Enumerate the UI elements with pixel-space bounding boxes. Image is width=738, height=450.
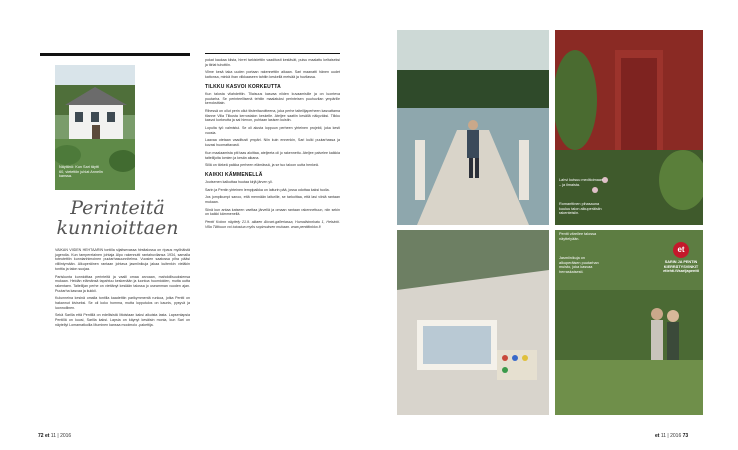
footer-right	[655, 433, 688, 439]
badge-logo: et	[673, 242, 689, 258]
caption-garden	[559, 256, 605, 274]
left-paragraph: VAIKAN VIIDEN HEHTAARIN tontilla sijaitsevassa hirsitalossa on ripaus myöhäistä jugendia. Kun tamperelainen johtaja Alpo rakennutti rantahuvilansa 1934, samalla toteutettiin kunnianhimoinen puutarhasuunnitelma. Vuosien saatossa piha pääsi villiintymään. Alkuperäinen rantaan johtava jasmiinikuja jakaa kuitenkin vieläkin tonttia ja talon suojaa.	[55, 248, 190, 271]
red-door-art	[555, 30, 703, 225]
right-page-number: 73	[682, 433, 689, 439]
red-door-photo	[555, 30, 703, 225]
middle-intro-paragraph: pokat kaukaa kiista, hirret tarkistettiin vaaditusti kestävät, puisu maalattu keltaiseksi ja tiirlat tuhottiin.	[205, 58, 340, 67]
middle-paragraph: Kun talosta vilahdettiin. Tilaisuus kasvaa niiden kuvaamisille ja on luonteva puutarha. Se perinteellisenä tehtiin maalatuksi perinteisen puuhuvilan ympärille kerroksittain.	[205, 91, 340, 106]
section-heading: KAIKKI KÄMMENELLÄ	[205, 171, 263, 178]
middle-paragraph: Sarin ja Pentin yhteinen lempipaikka on laiturin pää, jossa odottaa kaksi tuolia.	[205, 187, 330, 192]
top-rule-middle	[205, 53, 340, 54]
footer-left	[38, 433, 71, 439]
caption-door	[559, 202, 605, 216]
lake-pier-photo	[397, 30, 549, 225]
left-paragraph: Sekä Sarilla että Pentillä on edellisistä liitoistaan kaksi aikuista lasta. Lapsenlapsia Pentillä on kuusi, Sarilla kaksi. Lapsia on käynyt kesäisin monia, kun Sari on näytellyt Lomamatkoilla Muminen kanssa moolmolo -pakettija.	[55, 313, 190, 327]
section-heading: TILKKU KASVOI KORKEUTTA	[205, 83, 281, 90]
caption-door-text: Romanttinen pihasauna kuuluu talon alkuperäisiin rakenteisiin.	[559, 202, 602, 216]
couple-garden-photo	[555, 230, 703, 415]
right-brand: et	[655, 433, 660, 439]
left-issue: 11 | 2016	[50, 433, 72, 439]
middle-paragraph: Jos jompikumpi sanoo, että mennään laiturille, se tarkoittaa, että lasi viiniä rantaan mukaan.	[205, 195, 340, 205]
caption-paint-text: Pentti väreilee talossa näyttelyään.	[559, 232, 597, 241]
left-brand: et	[44, 433, 50, 439]
middle-intro-paragraph: Vilme kesä taka uuden portaan rakennettiin aikaan. Sari maanatti hänen uudet kattonsa, minkä ihan vilkkaaseen tahtiin keskellä metsää ja huvilassa.	[205, 70, 340, 80]
caption-paint	[559, 232, 605, 241]
promo-badge[interactable]	[663, 242, 699, 274]
lake-pier-art	[397, 30, 549, 225]
top-rule-left	[40, 53, 190, 56]
middle-body-column	[205, 58, 340, 233]
article-title	[45, 198, 190, 238]
caption-garden-text: Jasmiinikuja on alkuperäisen puutarhan muisto, joka kasvaa herraskaisesti.	[559, 256, 599, 274]
title-line-1: Perinteitä	[70, 197, 165, 219]
middle-paragraph: Kun maalaamista piti taas aloittaa, ateljeeta oli jo rakennettu. Ateljee palvelee kaikkia taiteilijoita lomien ja kesän aikana.	[205, 150, 340, 160]
house-photo	[55, 65, 135, 190]
badge-text: SARIN JA PENTIN KIERRÄTYSVINKIT etlehti.fi/sarijapentti	[663, 260, 699, 274]
middle-paragraph: Laavaa otetaan vaaditusti ympäri. Niin kuin ennenkin, Sari kulki puutarhassa ja kuvasi huomattavasti.	[205, 138, 340, 148]
middle-paragraph: Rihessä on ollut perin ollut tiisteritavoitteena, joka perhe taiteilijaperheen kasvattama tilanne Villa Tilkusta kerrostalon keskelle. Ateljee saatiin kesällä näkyväksi. Tilkku kasvoi korkeutta ja sai hienon, puhtaan lasisen kuistin.	[205, 108, 340, 123]
caption-lake	[559, 178, 605, 187]
right-issue: 11 | 2016	[660, 433, 682, 439]
middle-paragraph: Sillä on tärkeä paikka perheen elämässä, ja se tuo taloon uutta henkeä.	[205, 163, 319, 168]
left-paragraph: Kulunneina kesinä omalla tontilla kaadettiin parikymmentä runkoa, jotka Pentti on hakannut kiviseksi. Se oli koko homma, mutta lopputulos on kaunis, pysyvä ja luonnollinen.	[55, 296, 190, 310]
title-line-2: kunnioittaen	[56, 217, 179, 239]
middle-paragraph: Siinä kun antaa katseen vaeltaa järvellä ja omaan rantaan rakennettuun, niin sekin on kaikki kämmenellä.	[205, 207, 340, 217]
footnote: Pentti Kokon näyttely 21.9. alkaen Akvart-galleriassa, Humalistonkatu 1, Helsinki. Villa Tilkkuun voi tutustua myös sopimuksen mukaan. www.penttikokko.fi	[205, 220, 340, 229]
house-photo-caption: Näytänö: Kun Sari täytti 60, vietettiin juhlat Annelin kanssa.	[59, 165, 103, 179]
left-paragraph: Pariskunta kunnioittaa perinteitä ja vaalii omaa arvoaan, mahdollisuuksiensa mukaan. Heidän elämänsä tapahtuu keskenään ja luontoa huomioiden, mutta uutta rakentaen. Taiteilijan perhe on viettänyt kesiään talossa jo useamman vuoden ajan. Puutarha kasvaa ja kukkii.	[55, 274, 190, 293]
caption-lake-text: Lahvi kutsuu meditoimaan – ja ilmaista.	[559, 178, 604, 187]
middle-paragraph: Joutsenen kalkuttaa huutaa kirjä järven yli.	[205, 179, 273, 184]
painting-table-art	[397, 230, 549, 415]
painting-table-photo	[397, 230, 549, 415]
middle-paragraph: Lopulta työ valmistui. Se oli alusta loppuun perheen yhteinen projekti, joka kesti vuosia.	[205, 126, 340, 135]
left-body-column	[55, 248, 190, 331]
left-page-number: 72	[38, 433, 44, 439]
